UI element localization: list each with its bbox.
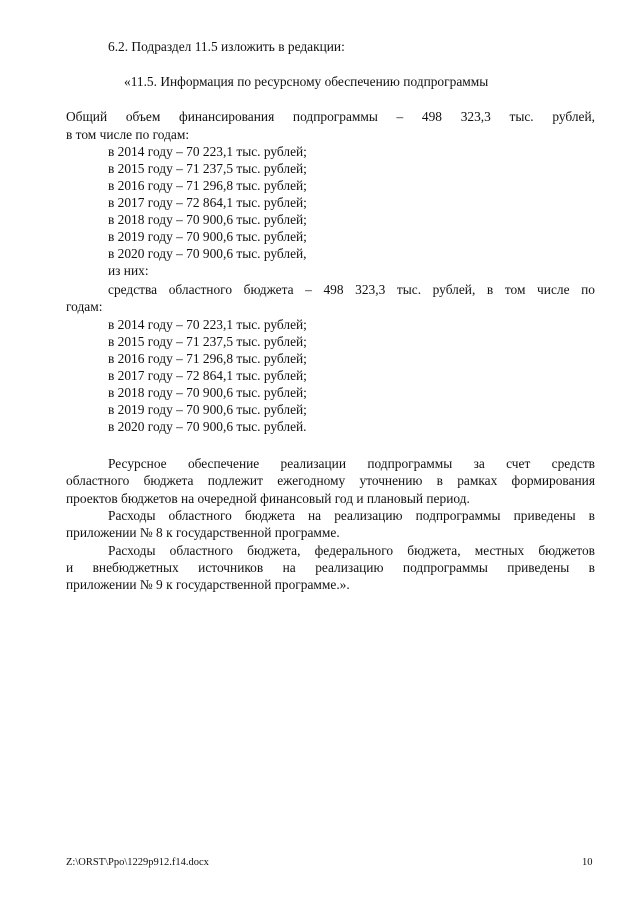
paragraph-resource-line-3: проектов бюджетов на очередной финансовый год и плановый период. bbox=[66, 491, 470, 506]
paragraph-appendix8-line-2: приложении № 8 к государственной программе. bbox=[66, 525, 340, 540]
total-year-2018: в 2018 году – 70 900,6 тыс. рублей; bbox=[108, 212, 307, 227]
paragraph-resource-line-2: областного бюджета подлежит ежегодному уточнению в рамках формирования bbox=[66, 473, 595, 488]
section-heading: 6.2. Подраздел 11.5 изложить в редакции: bbox=[108, 39, 345, 54]
paragraph-appendix9-line-3: приложении № 9 к государственной программе.». bbox=[66, 577, 350, 592]
regional-year-2020: в 2020 году – 70 900,6 тыс. рублей. bbox=[108, 419, 307, 434]
regional-year-2017: в 2017 году – 72 864,1 тыс. рублей; bbox=[108, 368, 307, 383]
regional-budget-line-2: годам: bbox=[66, 299, 103, 314]
of-which-label: из них: bbox=[108, 263, 149, 278]
total-financing-line-2: в том числе по годам: bbox=[66, 127, 190, 142]
total-year-2015: в 2015 году – 71 237,5 тыс. рублей; bbox=[108, 161, 307, 176]
total-year-2014: в 2014 году – 70 223,1 тыс. рублей; bbox=[108, 144, 307, 159]
regional-year-2016: в 2016 году – 71 296,8 тыс. рублей; bbox=[108, 351, 307, 366]
regional-year-2014: в 2014 году – 70 223,1 тыс. рублей; bbox=[108, 317, 307, 332]
total-year-2016: в 2016 году – 71 296,8 тыс. рублей; bbox=[108, 178, 307, 193]
paragraph-appendix8-line-1: Расходы областного бюджета на реализацию подпрограммы приведены в bbox=[108, 508, 595, 523]
regional-budget-line: средства областного бюджета – 498 323,3 тыс. рублей, в том числе по bbox=[108, 282, 595, 297]
paragraph-appendix9-line-2: и внебюджетных источников на реализацию подпрограммы приведены в bbox=[66, 560, 595, 575]
regional-year-2018: в 2018 году – 70 900,6 тыс. рублей; bbox=[108, 385, 307, 400]
total-year-2020: в 2020 году – 70 900,6 тыс. рублей, bbox=[108, 246, 307, 261]
subsection-title: «11.5. Информация по ресурсному обеспечению подпрограммы bbox=[124, 74, 489, 89]
total-year-2017: в 2017 году – 72 864,1 тыс. рублей; bbox=[108, 195, 307, 210]
footer-file-path: Z:\ORST\Ppo\1229p912.f14.docx bbox=[66, 857, 209, 868]
total-year-2019: в 2019 году – 70 900,6 тыс. рублей; bbox=[108, 229, 307, 244]
regional-year-2019: в 2019 году – 70 900,6 тыс. рублей; bbox=[108, 402, 307, 417]
paragraph-appendix9-line-1: Расходы областного бюджета, федерального бюджета, местных бюджетов bbox=[108, 543, 595, 558]
total-financing-line: Общий объем финансирования подпрограммы – 498 323,3 тыс. рублей, bbox=[66, 109, 595, 124]
regional-year-2015: в 2015 году – 71 237,5 тыс. рублей; bbox=[108, 334, 307, 349]
paragraph-resource-line-1: Ресурсное обеспечение реализации подпрограммы за счет средств bbox=[108, 456, 595, 471]
page-number: 10 bbox=[582, 857, 593, 868]
